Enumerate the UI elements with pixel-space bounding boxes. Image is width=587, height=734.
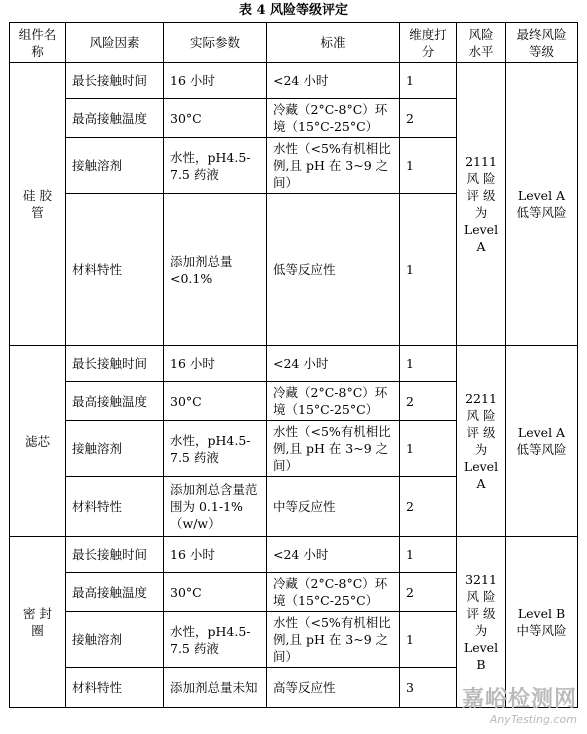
param-cell: 添加剂总量<0.1% [164,194,267,346]
standard-cell: 冷藏（2°C-8°C）环境（15°C-25°C） [267,99,400,138]
risk-level-cell: 3211 风 险 评 级 为 Level B [457,537,506,708]
risk-assessment-table [9,22,578,708]
score-cell: 2 [400,382,457,421]
param-cell: 16 小时 [164,537,267,573]
standard-cell: 水性（<5%有机相比例,且 pH 在 3~9 之间） [267,421,400,477]
factor-cell: 接触溶剂 [66,421,164,477]
factor-cell: 最长接触时间 [66,346,164,382]
final-level-cell: Level A 低等风险 [506,346,578,537]
standard-cell: 冷藏（2°C-8°C）环境（15°C-25°C） [267,573,400,612]
standard-cell: 低等反应性 [267,194,400,346]
header-param: 实际参数 [164,23,267,63]
header-level: 风险水平 [457,23,506,63]
param-cell: 水性，pH4.5-7.5 药液 [164,612,267,668]
param-cell: 16 小时 [164,63,267,99]
header-standard: 标准 [267,23,400,63]
factor-cell: 最高接触温度 [66,573,164,612]
score-cell: 1 [400,194,457,346]
score-cell: 2 [400,99,457,138]
param-cell: 30°C [164,99,267,138]
param-cell: 水性，pH4.5-7.5 药液 [164,138,267,194]
score-cell: 2 [400,477,457,537]
risk-level-cell: 2111 风 险 评 级 为 Level A [457,63,506,346]
factor-cell: 最长接触时间 [66,537,164,573]
factor-cell: 最高接触温度 [66,99,164,138]
watermark-en: AnyTesting.com [489,713,577,726]
table-row [10,537,578,573]
table-row [10,63,578,99]
component-cell: 密 封 圈 [10,537,66,708]
param-cell: 30°C [164,573,267,612]
standard-cell: 高等反应性 [267,668,400,708]
standard-cell: <24 小时 [267,537,400,573]
table-row [10,346,578,382]
score-cell: 2 [400,573,457,612]
header-factor: 风险因素 [66,23,164,63]
factor-cell: 最高接触温度 [66,382,164,421]
component-cell: 滤芯 [10,346,66,537]
score-cell: 1 [400,612,457,668]
score-cell: 1 [400,537,457,573]
watermark-cn: 嘉峪检测网 [461,687,577,712]
standard-cell: 中等反应性 [267,477,400,537]
factor-cell: 材料特性 [66,668,164,708]
watermark [462,682,577,726]
score-cell: 1 [400,138,457,194]
component-cell: 硅 胶 管 [10,63,66,346]
standard-cell: 冷藏（2°C-8°C）环境（15°C-25°C） [267,382,400,421]
standard-cell: <24 小时 [267,63,400,99]
param-cell: 30°C [164,382,267,421]
score-cell: 1 [400,421,457,477]
factor-cell: 材料特性 [66,194,164,346]
param-cell: 添加剂总含量范围为 0.1-1%（w/w） [164,477,267,537]
standard-cell: 水性（<5%有机相比例,且 pH 在 3~9 之间） [267,138,400,194]
param-cell: 水性，pH4.5-7.5 药液 [164,421,267,477]
header-final: 最终风险等级 [506,23,578,63]
table-header-row [10,23,578,63]
standard-cell: <24 小时 [267,346,400,382]
score-cell: 3 [400,668,457,708]
risk-level-cell: 2211 风 险 评 级 为 Level A [457,346,506,537]
param-cell: 添加剂总量未知 [164,668,267,708]
final-level-cell: Level B 中等风险 [506,537,578,708]
factor-cell: 接触溶剂 [66,138,164,194]
factor-cell: 接触溶剂 [66,612,164,668]
factor-cell: 最长接触时间 [66,63,164,99]
header-score: 维度打分 [400,23,457,63]
table-caption: 表 4 风险等级评定 [238,3,349,18]
standard-cell: 水性（<5%有机相比例,且 pH 在 3~9 之间） [267,612,400,668]
final-level-cell: Level A 低等风险 [506,63,578,346]
score-cell: 1 [400,346,457,382]
factor-cell: 材料特性 [66,477,164,537]
score-cell: 1 [400,63,457,99]
header-component: 组件名称 [10,23,66,63]
param-cell: 16 小时 [164,346,267,382]
